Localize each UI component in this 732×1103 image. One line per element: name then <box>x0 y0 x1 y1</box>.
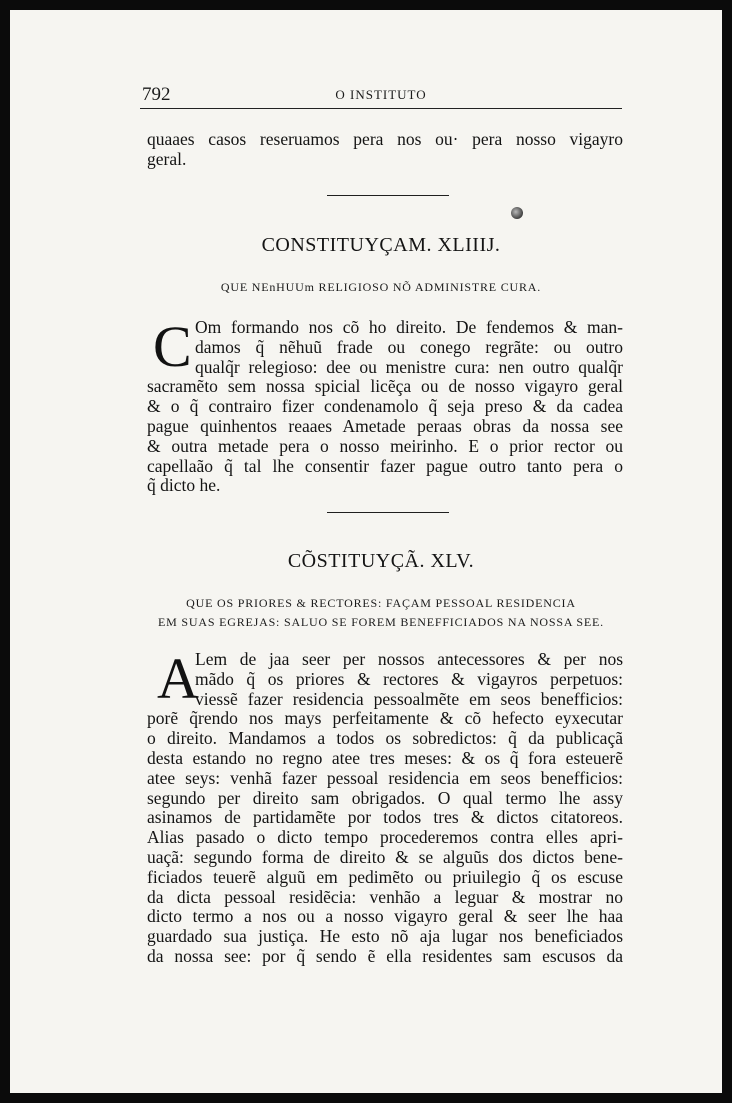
text-line: Alias pasado o dicto tempo procederemos contra elles apri- <box>147 827 623 848</box>
page-number: 792 <box>142 84 171 105</box>
section-body <box>147 646 623 967</box>
text-line: ficiados teuerẽ alguũ em pedimẽto ou priuilegio q̃ os escuse <box>147 866 623 887</box>
text-line: geral. <box>147 148 187 169</box>
text-line: desta estando no regno atee tres meses: & os q̃ fora esteuerẽ <box>147 747 623 768</box>
subtitle-line: EM SUAS EGREJAS: SALUO SE FOREM BENEFFICIADOS NA NOSSA SEE. <box>158 615 604 629</box>
text-line: & outra metade pera o nosso meirinho. E o prior rector ou <box>147 435 623 456</box>
text-line: pague quinhentos reaaes Ametade peraas obras da nossa see <box>147 415 623 436</box>
drop-cap: A <box>157 646 199 711</box>
text-line: da dicta pessoal residẽcia: venhão a leguar & mostrar no <box>147 886 623 907</box>
text-line: & o q̃ contrairo fizer condenamolo q̃ seja preso & da cadea <box>147 396 623 417</box>
section-subtitle <box>140 594 622 632</box>
section-title: CONSTITUYÇAM. XLIIIJ. <box>261 234 501 256</box>
text-line: dicto termo a nos ou a nosso vigayro geral & seer lhe haa <box>147 906 623 927</box>
section-subtitle: QUE NEnHUUm RELIGIOSO NÕ ADMINISTRE CURA. <box>220 280 542 294</box>
intro-paragraph <box>147 130 623 170</box>
section-body <box>147 314 623 496</box>
text-line: asinamos de partidamẽte por todos tres & dictos citatoreos. <box>147 807 623 828</box>
text-line: viessẽ fazer residencia pessoalmẽte em seos benefficios: <box>195 688 623 709</box>
text-line: o direito. Mandamos a todos os sobredictos: q̃ da publicaçã <box>147 728 623 749</box>
text-line: porẽ q̃rendo nos mays perfeitamente & cõ hefecto eyxecutar <box>147 708 623 729</box>
section-title: CÕSTITUYÇÃ. XLV. <box>287 550 475 572</box>
text-line: qualq̃r relegioso: dee ou menistre cura: nen outro qualq̃r <box>195 356 623 377</box>
text-line: da nossa see: por q̃ sendo ẽ ella residentes sam escusos da <box>147 945 623 966</box>
text-line: mãdo q̃ os priores & rectores & vigayros perpetuos: <box>195 668 623 689</box>
text-line: q̃ dicto he. <box>147 475 221 496</box>
page-header <box>140 80 622 109</box>
text-line: damos q̃ nẽhuũ frade ou conego regrãte: ou outro <box>195 336 623 357</box>
subtitle-line: QUE OS PRIORES & RECTORES: FAÇAM PESSOAL RESIDENCIA <box>186 596 576 610</box>
section-divider <box>327 512 449 513</box>
drop-cap: C <box>153 314 192 379</box>
text-line: quaaes casos reseruamos pera nos ou· pera nosso vigayro <box>147 129 623 149</box>
ink-spot-mark <box>511 207 523 219</box>
text-line: segundo per direito sam obrigados. O qual termo lhe assy <box>147 787 623 808</box>
text-line: uaçã: segundo forma de direito & se alguũs dos dictos bene- <box>147 846 623 867</box>
text-line: guardado sua justiça. He esto nõ aja lugar nos beneficiados <box>147 926 623 947</box>
text-line: atee seys: venhã fazer pessoal residencia em seos benefficios: <box>147 767 623 788</box>
text-line: capellaão q̃ tal lhe consentir fazer pague outro tanto pera o <box>147 455 623 476</box>
running-head: O INSTITUTO <box>335 87 427 102</box>
text-line: Om formando nos cõ ho direito. De fendemos & man- <box>195 317 623 337</box>
text-line: sacramẽto sem nossa spicial licẽça ou de nosso vigayro geral <box>147 376 623 397</box>
text-line: Lem de jaa seer per nossos antecessores & per nos <box>195 649 623 669</box>
section-divider <box>327 195 449 196</box>
